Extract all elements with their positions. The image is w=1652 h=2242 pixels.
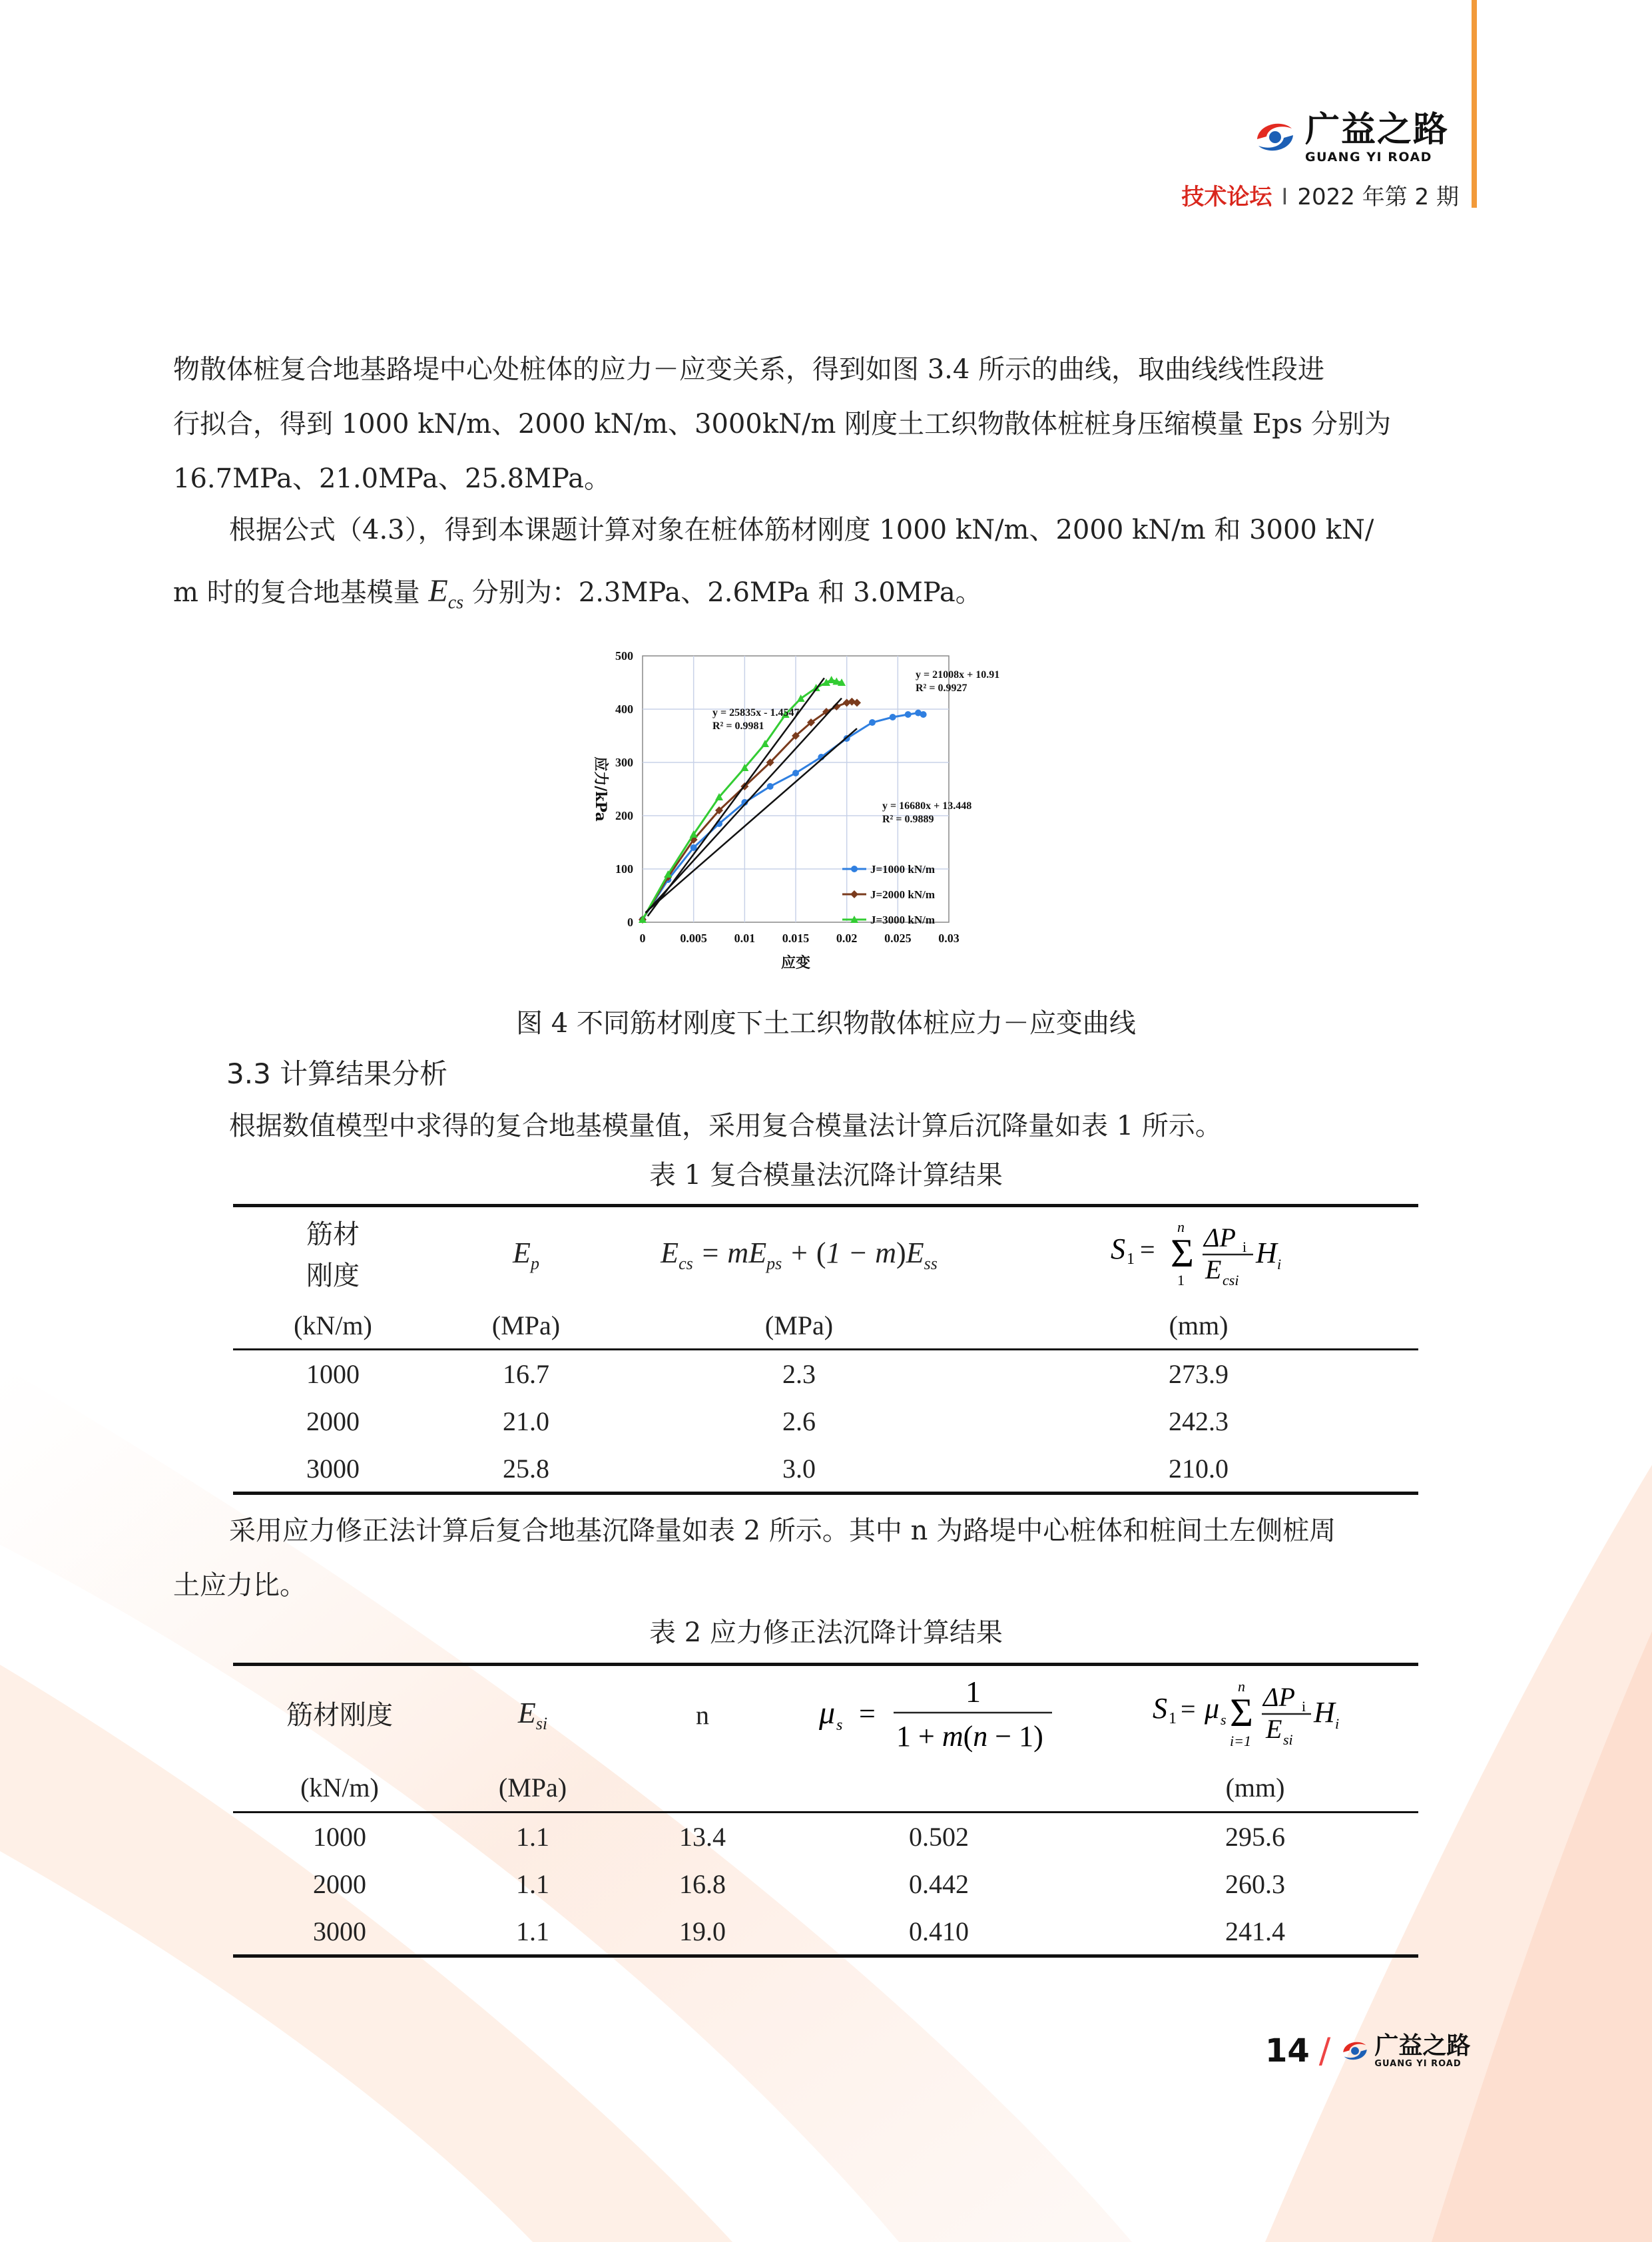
- table-2: [233, 1663, 1418, 1958]
- table-cell: 2.6: [782, 1406, 816, 1436]
- table-cell: 25.8: [503, 1453, 549, 1484]
- header-ecs: [619, 1206, 979, 1303]
- paragraph-line: 根据数值模型中求得的复合地基模量值，采用复合模量法计算后沉降量如表 1 所示。: [229, 1111, 1222, 1141]
- paragraph-line: [173, 564, 1478, 631]
- x-tick-label: 0.01: [734, 932, 756, 945]
- header-line: 筋材: [306, 1219, 360, 1250]
- unit-cell: (MPa): [498, 1773, 567, 1803]
- section-label: 技术论坛: [1181, 184, 1272, 210]
- table-row: [233, 1813, 1418, 1860]
- paragraph-line: 物散体桩复合地基路堤中心处桩体的应力－应变关系，得到如图 3.4 所示的曲线，取曲线线性段进: [173, 354, 1325, 385]
- fit-r2: R² = 0.9981: [712, 720, 764, 732]
- table-cell: 242.3: [1169, 1406, 1229, 1436]
- header-line: 刚度: [306, 1260, 360, 1291]
- footer-brand-en: GUANG YI ROAD: [1374, 2058, 1462, 2069]
- table-cell: 0.410: [909, 1916, 969, 1946]
- header-stiffness: [233, 1206, 433, 1303]
- fit-equation: y = 16680x + 13.448: [882, 800, 972, 812]
- table-cell: 1.1: [516, 1821, 549, 1852]
- table-header-row: [233, 1665, 1418, 1765]
- y-tick-label: 300: [615, 756, 633, 769]
- table-units-row: [233, 1765, 1418, 1813]
- svg-text:μ: μ: [1205, 1691, 1220, 1725]
- x-tick-label: 0.02: [836, 932, 858, 945]
- header-ep: [433, 1206, 619, 1303]
- fit-equation: y = 25835x - 1.4547: [712, 707, 800, 718]
- table-cell: 3000: [306, 1453, 360, 1484]
- table-cell: 273.9: [1169, 1358, 1229, 1389]
- page-number: 14: [1265, 2032, 1310, 2070]
- paragraph-3: [173, 1099, 1478, 1153]
- table-row: [233, 1398, 1418, 1446]
- svg-text:s: s: [1221, 1711, 1227, 1728]
- unit-cell: (kN/m): [300, 1773, 379, 1803]
- svg-text:E: E: [1205, 1254, 1222, 1284]
- svg-text:s: s: [836, 1716, 843, 1734]
- table-header-row: [233, 1206, 1418, 1303]
- paragraph-4: [173, 1504, 1478, 1613]
- svg-text:S: S: [1111, 1232, 1125, 1265]
- paragraph-line: 根据公式（4.3），得到本课题计算对象在桩体筋材刚度 1000 kN/m、2000 kN/m 和 3000 kN/: [229, 515, 1374, 545]
- svg-text:=: =: [1140, 1234, 1155, 1264]
- table-cell: 1000: [306, 1358, 360, 1389]
- header-s1: [1092, 1665, 1418, 1765]
- unit-cell: (mm): [1169, 1310, 1229, 1341]
- table-cell: 1000: [313, 1821, 366, 1852]
- footer-slash: /: [1318, 2031, 1331, 2071]
- svg-text:si: si: [1283, 1731, 1293, 1748]
- unit-cell: (MPa): [491, 1310, 561, 1341]
- table-cell: 3000: [313, 1916, 366, 1946]
- unit-cell: (MPa): [764, 1310, 834, 1341]
- table-cell: 210.0: [1169, 1453, 1229, 1484]
- unit-cell: [786, 1765, 1092, 1813]
- table1-title: 表 1 复合模量法沉降计算结果: [649, 1160, 1003, 1191]
- legend-label: J=3000 kN/m: [870, 914, 936, 926]
- data-point: [869, 719, 876, 726]
- data-point: [905, 711, 912, 718]
- paragraph-line: 行拟合，得到 1000 kN/m、2000 kN/m、3000kN/m 刚度土工织物散体桩桩身压缩模量 Eps 分别为: [173, 409, 1391, 439]
- table-cell: 0.502: [909, 1821, 969, 1852]
- table-cell: 260.3: [1225, 1869, 1285, 1899]
- table2-title: 表 2 应力修正法沉降计算结果: [649, 1617, 1003, 1648]
- svg-text:n: n: [1177, 1218, 1185, 1235]
- x-tick-label: 0: [639, 932, 646, 945]
- svg-text:H: H: [1256, 1236, 1277, 1269]
- svg-text:csi: csi: [1223, 1271, 1239, 1288]
- header-esi: [446, 1665, 619, 1765]
- svg-text:Σ: Σ: [1171, 1231, 1194, 1275]
- svg-text:n: n: [1238, 1677, 1245, 1695]
- issue-line: [1181, 178, 1459, 211]
- table-cell: 2000: [313, 1869, 366, 1899]
- logo-swirl-icon: [1252, 114, 1298, 160]
- header-stiffness: 筋材刚度: [286, 1699, 393, 1731]
- svg-text:1: 1: [1177, 1271, 1185, 1288]
- svg-text:E: E: [1266, 1713, 1282, 1744]
- paragraph-line: 采用应力修正法计算后复合地基沉降量如表 2 所示。其中 n 为路堤中心桩体和桩间土左侧桩周: [229, 1516, 1336, 1546]
- svg-text:=: =: [859, 1697, 876, 1730]
- svg-text:i: i: [1242, 1238, 1247, 1255]
- svg-text:i: i: [1277, 1255, 1282, 1272]
- x-tick-label: 0.015: [782, 932, 810, 945]
- svg-text:1: 1: [1127, 1250, 1135, 1268]
- y-tick-label: 500: [615, 649, 633, 663]
- stress-strain-chart: [546, 639, 1092, 999]
- table-cell: 1.1: [516, 1916, 549, 1946]
- section-title: 3.3 计算结果分析: [226, 1057, 448, 1090]
- svg-text:Σ: Σ: [1230, 1690, 1253, 1735]
- svg-text:i=1: i=1: [1230, 1732, 1251, 1749]
- data-point: [767, 783, 774, 790]
- table-cell: 2000: [306, 1406, 360, 1436]
- y-tick-label: 0: [627, 916, 633, 929]
- table-row: [233, 1908, 1418, 1956]
- table-1: [233, 1204, 1418, 1495]
- svg-text:μ: μ: [819, 1695, 836, 1731]
- formula-mu: [812, 1669, 1065, 1755]
- header-n: n: [696, 1700, 709, 1731]
- table-row: [233, 1860, 1418, 1908]
- header-mu: [786, 1665, 1092, 1765]
- y-tick-label: 400: [615, 702, 633, 716]
- symbol-subscript: cs: [447, 592, 464, 613]
- formula-s1: [1105, 1212, 1292, 1292]
- table-units-row: [233, 1303, 1418, 1350]
- paragraph-1: [173, 342, 1478, 506]
- legend-marker: [851, 866, 858, 872]
- table-cell: 13.4: [679, 1821, 726, 1852]
- header-s1: [979, 1206, 1418, 1303]
- formula-s1-mu: [1149, 1669, 1362, 1755]
- paragraph-line: 土应力比。: [173, 1570, 306, 1601]
- y-axis-label: 应力/kPa: [592, 756, 609, 822]
- footer-brand-cn: 广益之路: [1374, 2032, 1471, 2060]
- table-row: [233, 1350, 1418, 1398]
- data-point: [920, 711, 927, 718]
- svg-text:1: 1: [1169, 1709, 1177, 1727]
- fit-r2: R² = 0.9889: [882, 814, 934, 825]
- header-accent-bar: [1472, 0, 1477, 208]
- data-point: [890, 714, 896, 720]
- unit-cell: (mm): [1225, 1773, 1285, 1803]
- table-cell: 1.1: [516, 1869, 549, 1899]
- svg-text:i: i: [1302, 1697, 1306, 1715]
- y-tick-label: 100: [615, 862, 633, 876]
- svg-text:S: S: [1153, 1691, 1167, 1725]
- y-tick-label: 200: [615, 809, 633, 822]
- formula-esi: $E_{si}$: [517, 1697, 548, 1734]
- table-cell: 295.6: [1225, 1821, 1285, 1852]
- brand-logo: [1252, 110, 1449, 164]
- table-cell: 0.442: [909, 1869, 969, 1899]
- brand-name-en: GUANG YI ROAD: [1305, 150, 1432, 164]
- legend-label: J=1000 kN/m: [870, 863, 936, 876]
- svg-text:1 + m(n − 1): 1 + m(n − 1): [896, 1719, 1043, 1753]
- fit-r2: R² = 0.9927: [916, 683, 967, 694]
- table-cell: 3.0: [782, 1453, 816, 1484]
- unit-cell: (kN/m): [294, 1310, 372, 1341]
- table-cell: 19.0: [679, 1916, 726, 1946]
- svg-text:1: 1: [965, 1674, 981, 1709]
- unit-cell: [619, 1765, 786, 1813]
- text-run: 分别为：2.3MPa、2.6MPa 和 3.0MPa。: [471, 577, 982, 608]
- footer-brand: [1374, 2034, 1470, 2069]
- symbol-ecs: [428, 573, 464, 613]
- paragraph-2: [173, 503, 1478, 631]
- header-separator: I: [1281, 184, 1288, 210]
- legend-label: J=2000 kN/m: [870, 888, 936, 901]
- x-tick-label: 0.03: [938, 932, 960, 945]
- issue-number: 2022 年第 2 期: [1297, 184, 1459, 210]
- svg-text:ΔP: ΔP: [1204, 1222, 1236, 1253]
- x-axis-label: 应变: [780, 954, 811, 972]
- svg-text:ΔP: ΔP: [1263, 1681, 1295, 1712]
- x-tick-label: 0.005: [680, 932, 707, 945]
- table-cell: 16.7: [503, 1358, 549, 1389]
- figure-caption: 图 4 不同筋材刚度下土工织物散体桩应力－应变曲线: [516, 1008, 1136, 1039]
- table-cell: 21.0: [503, 1406, 549, 1436]
- svg-text:=: =: [1181, 1693, 1196, 1724]
- svg-text:H: H: [1314, 1695, 1335, 1729]
- x-tick-label: 0.025: [884, 932, 912, 945]
- brand-name-cn: 广益之路: [1305, 110, 1450, 150]
- table-row: [233, 1446, 1418, 1494]
- text-run: m 时的复合地基模量: [173, 577, 420, 608]
- formula-ecs: $E_{cs} = mE_{ps} + (1 - m)E_{ss}$: [661, 1237, 938, 1274]
- formula-ep: $E_p$: [513, 1237, 539, 1274]
- paragraph-line: 16.7MPa、21.0MPa、25.8MPa。: [173, 463, 611, 494]
- data-point: [792, 770, 799, 776]
- footer-logo-swirl-icon: [1340, 2036, 1370, 2066]
- table-cell: 241.4: [1225, 1916, 1285, 1946]
- symbol-main: E: [428, 573, 448, 609]
- table-cell: 2.3: [782, 1358, 816, 1389]
- table-cell: 16.8: [679, 1869, 726, 1899]
- fit-equation: y = 21008x + 10.91: [916, 669, 1000, 681]
- page-footer: [1265, 2031, 1470, 2071]
- svg-text:i: i: [1335, 1715, 1340, 1732]
